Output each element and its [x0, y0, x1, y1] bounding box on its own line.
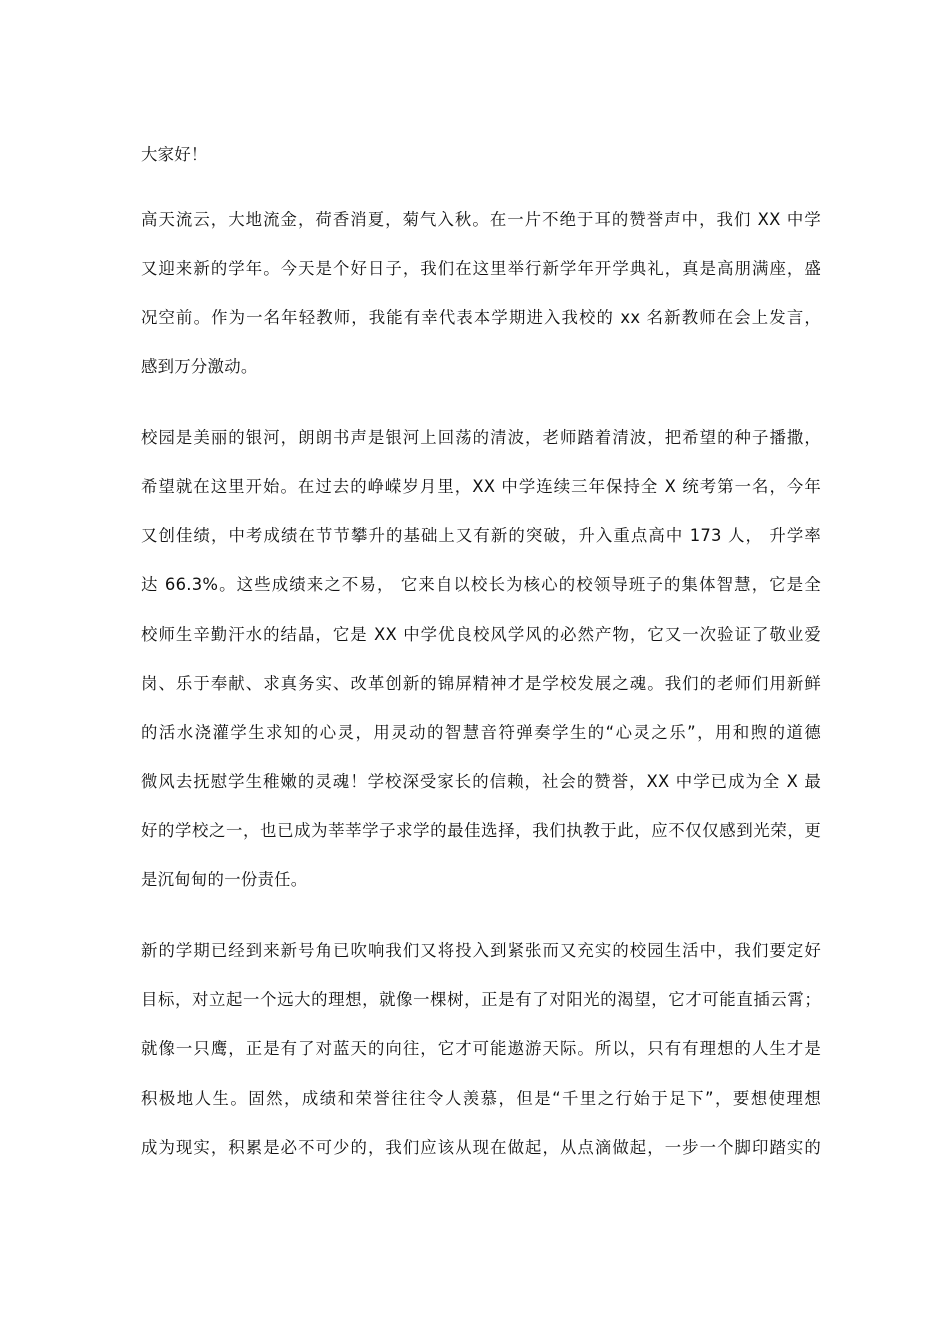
paragraph-2-line-2: 希望就在这里开始。在过去的峥嵘岁月里，XX 中学连续三年保持全 X 统考第一名，今年: [141, 477, 821, 496]
paragraph-2-line-6: 岗、乐于奉献、求真务实、改革创新的锦屏精神才是学校发展之魂。我们的老师们用新鲜: [141, 674, 821, 693]
paragraph-2-line-7: 的活水浇灌学生求知的心灵，用灵动的智慧音符弹奏学生的“心灵之乐”，用和煦的道德: [141, 723, 821, 742]
paragraph-2-line-9: 好的学校之一，也已成为莘莘学子求学的最佳选择，我们执教于此，应不仅仅感到光荣，更: [141, 821, 821, 840]
paragraph-3-line-3: 就像一只鹰，正是有了对蓝天的向往，它才可能遨游天际。所以，只有有理想的人生才是: [141, 1039, 821, 1058]
paragraph-2-line-3: 又创佳绩，中考成绩在节节攀升的基础上又有新的突破，升入重点高中 173 人， 升学率: [141, 526, 821, 545]
paragraph-3-line-1: 新的学期已经到来新号角已吹响我们又将投入到紧张而又充实的校园生活中，我们要定好: [141, 941, 821, 960]
paragraph-2-line-8: 微风去抚慰学生稚嫩的灵魂！学校深受家长的信赖，社会的赞誉，XX 中学已成为全 X 最: [141, 772, 821, 791]
paragraph-2-line-4: 达 66.3%。这些成绩来之不易， 它来自以校长为核心的校领导班子的集体智慧，它是全: [141, 575, 821, 594]
paragraph-1-line-1: 高天流云，大地流金，荷香消夏，菊气入秋。在一片不绝于耳的赞誉声中，我们 XX 中学: [141, 210, 821, 229]
paragraph-2-line-1: 校园是美丽的银河，朗朗书声是银河上回荡的清波，老师踏着清波，把希望的种子播撒，: [141, 428, 821, 447]
paragraph-3-line-4: 积极地人生。固然，成绩和荣誉往往令人羡慕，但是“千里之行始于足下”，要想使理想: [141, 1089, 821, 1108]
paragraph-2-line-10: 是沉甸甸的一份责任。: [141, 870, 308, 889]
paragraph-2-line-5: 校师生辛勤汗水的结晶，它是 XX 中学优良校风学风的必然产物，它又一次验证了敬业爱: [141, 625, 821, 644]
paragraph-3-line-5: 成为现实，积累是必不可少的，我们应该从现在做起，从点滴做起，一步一个脚印踏实的: [141, 1138, 821, 1157]
paragraph-1-line-4: 感到万分激动。: [141, 357, 258, 376]
paragraph-3-line-2: 目标，对立起一个远大的理想，就像一棵树，正是有了对阳光的渴望，它才可能直插云霄；: [141, 990, 821, 1009]
greeting-line: 大家好！: [141, 145, 208, 164]
paragraph-1-line-3: 况空前。作为一名年轻教师，我能有幸代表本学期进入我校的 xx 名新教师在会上发言，: [141, 308, 821, 327]
paragraph-1-line-2: 又迎来新的学年。今天是个好日子，我们在这里举行新学年开学典礼，真是高朋满座，盛: [141, 259, 821, 278]
